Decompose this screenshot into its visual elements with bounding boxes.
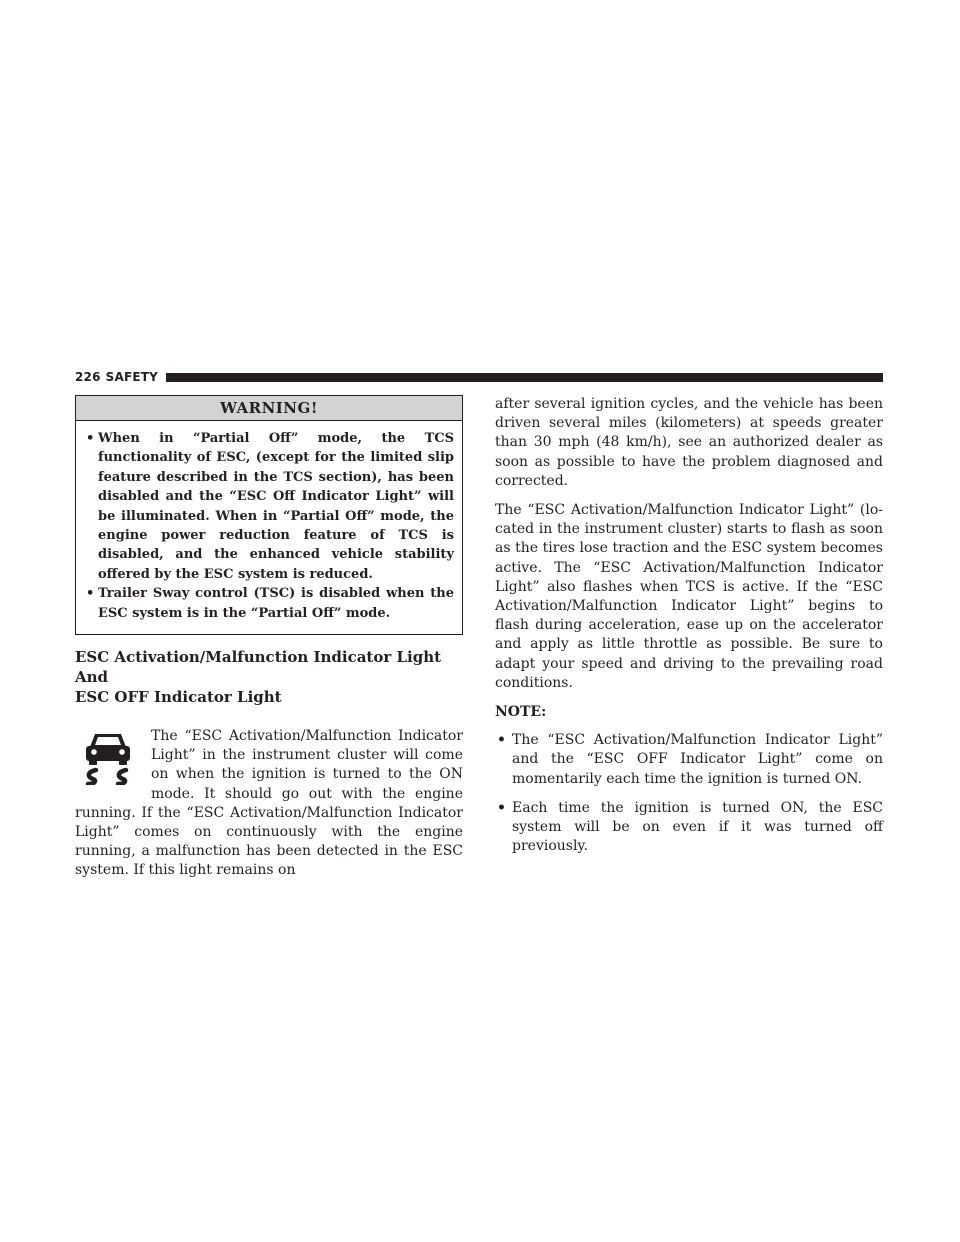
bullet-icon: • [86, 431, 95, 446]
note-item-text: Each time the ignition is turned ON, the ESC system will be on even if it was turned off previously. [512, 799, 883, 855]
header-rule [166, 373, 883, 382]
note-item [495, 731, 883, 789]
warning-item-text: When in “Partial Off” mode, the TCS functionality of ESC, (except for the limited slip feature described in the TCS section), has been disabled and the “ESC Off Indicator Light” will be illuminated. When in “Partial Off” mode, the engine power reduction feature of TCS is disabled, and the enhanced vehicle stability offered by the ESC system is reduced. [98, 431, 454, 582]
section-heading-line2: ESC OFF Indicator Light [75, 688, 282, 707]
warning-box [75, 395, 463, 635]
esc-skid-car-icon [83, 731, 133, 785]
warning-item [86, 584, 454, 623]
bullet-icon: • [497, 799, 506, 816]
section-heading [75, 647, 463, 707]
page-number: 226 [75, 370, 101, 384]
note-list [495, 731, 883, 856]
esc-continued-paragraph: after several ignition cycles, and the vehicle has been driven several miles (kilometers) at speeds greater than 30 mph (48 km/h), see an authorized dealer as soon as possible to have the problem diagnosed and corrected. [495, 396, 883, 489]
warning-item-text: Trailer Sway control (TSC) is disabled when the ESC system is in the “Partial Off” mode. [98, 586, 454, 621]
warning-title: WARNING! [76, 396, 462, 421]
note-item-text: The “ESC Activation/Malfunction Indicator Light” and the “ESC OFF Indicator Light” come on momentarily each time the ignition is turned ON. [512, 732, 883, 787]
warning-list [76, 421, 462, 634]
section-label: SAFETY [105, 370, 159, 384]
right-column [495, 395, 883, 866]
note-item [495, 799, 883, 857]
warning-item [86, 429, 454, 584]
bullet-icon: • [86, 586, 95, 602]
bullet-icon: • [497, 732, 506, 749]
section-heading-line1: ESC Activation/Malfunction Indicator Light And [75, 648, 442, 687]
esc-intro-paragraph [75, 727, 463, 881]
left-column [75, 395, 463, 881]
note-heading: NOTE: [495, 704, 547, 721]
page-header [75, 369, 883, 385]
esc-intro-text: The “ESC Activation/Malfunction Indicator Light” in the instrument cluster will come on when the ignition is turned to the ON mode. It should go out with the engine running. If the “ESC Activation/Malfunction Indicator Light” comes on continuously with the engine running, a malfunction has been detected in the ESC system. If this light remains on [75, 728, 463, 879]
esc-flash-paragraph: The “ESC Activation/Malfunction Indicator Light” (lo-cated in the instrument cluster) starts to flash as soon as the tires lose traction and the ESC system becomes active. The “ESC Activation/Malfunction Indicator Light” also flashes when TCS is active. If the “ESC Activation/Malfunction Indicator Light” begins to flash during acceleration, ease up on the accelerator and apply as little throttle as possible. Be sure to adapt your speed and driving to the prevailing road conditions. [495, 502, 883, 691]
